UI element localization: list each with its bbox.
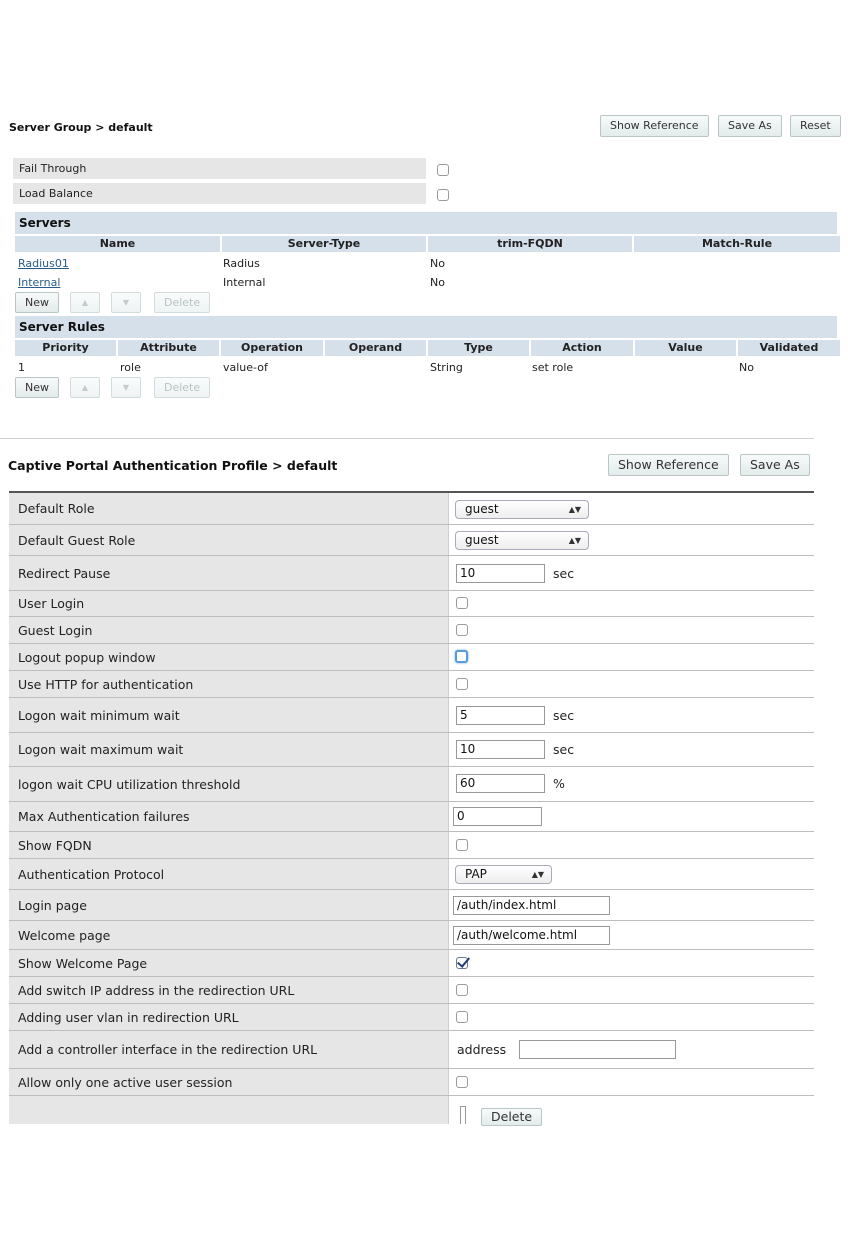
max-auth-input[interactable]: 0 bbox=[453, 807, 542, 826]
show-reference-button[interactable]: Show Reference bbox=[600, 115, 709, 137]
row-user-login bbox=[9, 591, 814, 617]
servers-new-button[interactable]: New bbox=[15, 292, 59, 313]
logon-cpu-input[interactable]: 60 bbox=[456, 774, 545, 793]
servers-delete-button[interactable]: Delete bbox=[154, 292, 210, 313]
login-page-label: Login page bbox=[9, 890, 449, 920]
show-fqdn-checkbox[interactable] bbox=[456, 839, 468, 851]
redirect-pause-label: Redirect Pause bbox=[9, 556, 449, 590]
row-guest-login bbox=[9, 617, 814, 644]
col-validated[interactable]: Validated bbox=[738, 340, 840, 356]
rule-action-cell: set role bbox=[532, 361, 574, 374]
controller-address-input[interactable] bbox=[519, 1040, 676, 1059]
row-last bbox=[9, 1096, 814, 1124]
server-type-cell: Internal bbox=[223, 276, 266, 289]
add-switch-ip-checkbox[interactable] bbox=[456, 984, 468, 996]
show-fqdn-label: Show FQDN bbox=[9, 832, 449, 858]
rules-move-up-button[interactable]: ▲ bbox=[70, 377, 100, 398]
last-row-label bbox=[9, 1096, 449, 1124]
adding-vlan-checkbox[interactable] bbox=[456, 1011, 468, 1023]
captive-portal-table bbox=[9, 491, 814, 1124]
redirect-pause-input[interactable]: 10 bbox=[456, 564, 545, 583]
welcome-page-label: Welcome page bbox=[9, 921, 449, 949]
auth-protocol-value: PAP bbox=[465, 867, 487, 881]
use-http-checkbox[interactable] bbox=[456, 678, 468, 690]
rule-validated-cell: No bbox=[739, 361, 754, 374]
servers-heading: Servers bbox=[15, 212, 837, 234]
row-one-session bbox=[9, 1069, 814, 1096]
servers-move-down-button[interactable]: ▼ bbox=[111, 292, 141, 313]
section-divider bbox=[0, 438, 814, 439]
adding-vlan-label: Adding user vlan in redirection URL bbox=[9, 1004, 449, 1030]
rules-move-down-button[interactable]: ▼ bbox=[111, 377, 141, 398]
col-value[interactable]: Value bbox=[635, 340, 736, 356]
rule-attribute-cell: role bbox=[120, 361, 141, 374]
col-operand[interactable]: Operand bbox=[325, 340, 426, 356]
max-auth-label: Max Authentication failures bbox=[9, 802, 449, 831]
servers-move-up-button[interactable]: ▲ bbox=[70, 292, 100, 313]
row-default-role bbox=[9, 493, 814, 525]
logon-min-input[interactable]: 5 bbox=[456, 706, 545, 725]
logon-max-label: Logon wait maximum wait bbox=[9, 733, 449, 766]
logon-max-unit: sec bbox=[553, 742, 575, 757]
use-http-label: Use HTTP for authentication bbox=[9, 671, 449, 697]
default-role-label: Default Role bbox=[9, 493, 449, 524]
rule-operation-cell: value-of bbox=[223, 361, 268, 374]
row-use-http bbox=[9, 671, 814, 698]
logout-popup-label: Logout popup window bbox=[9, 644, 449, 670]
col-action[interactable]: Action bbox=[531, 340, 633, 356]
col-attribute[interactable]: Attribute bbox=[118, 340, 219, 356]
row-login-page bbox=[9, 890, 814, 921]
add-controller-label: Add a controller interface in the redirection URL bbox=[9, 1031, 449, 1068]
guest-login-label: Guest Login bbox=[9, 617, 449, 643]
rules-new-button[interactable]: New bbox=[15, 377, 59, 398]
col-server-type[interactable]: Server-Type bbox=[222, 236, 426, 252]
select-arrows-icon: ▲▼ bbox=[568, 536, 581, 545]
server-type-cell: Radius bbox=[223, 257, 260, 270]
one-session-label: Allow only one active user session bbox=[9, 1069, 449, 1095]
captive-portal-title: Captive Portal Authentication Profile > default bbox=[8, 458, 338, 473]
row-logon-cpu bbox=[9, 767, 814, 802]
default-guest-role-label: Default Guest Role bbox=[9, 525, 449, 555]
rules-delete-button[interactable]: Delete bbox=[154, 377, 210, 398]
address-label: address bbox=[457, 1042, 507, 1057]
row-logout-popup bbox=[9, 644, 814, 671]
show-welcome-checkbox[interactable] bbox=[456, 957, 468, 969]
row-add-controller bbox=[9, 1031, 814, 1069]
logon-max-input[interactable]: 10 bbox=[456, 740, 545, 759]
load-balance-checkbox[interactable] bbox=[437, 189, 449, 201]
auth-protocol-label: Authentication Protocol bbox=[9, 859, 449, 889]
redirect-pause-unit: sec bbox=[553, 566, 575, 581]
row-show-welcome bbox=[9, 950, 814, 977]
load-balance-label: Load Balance bbox=[13, 183, 426, 204]
guest-login-checkbox[interactable] bbox=[456, 624, 468, 636]
reset-button[interactable]: Reset bbox=[790, 115, 841, 137]
row-adding-vlan bbox=[9, 1004, 814, 1031]
rule-type-cell: String bbox=[430, 361, 463, 374]
add-switch-ip-label: Add switch IP address in the redirection URL bbox=[9, 977, 449, 1003]
server-link-internal[interactable]: Internal bbox=[18, 276, 61, 289]
logon-min-unit: sec bbox=[553, 708, 575, 723]
default-guest-role-select[interactable] bbox=[455, 531, 589, 550]
user-login-checkbox[interactable] bbox=[456, 597, 468, 609]
welcome-page-input[interactable]: /auth/welcome.html bbox=[453, 926, 610, 945]
row-max-auth bbox=[9, 802, 814, 832]
row-show-fqdn bbox=[9, 832, 814, 859]
last-row-delete-button[interactable]: Delete bbox=[481, 1108, 542, 1126]
logout-popup-checkbox[interactable] bbox=[455, 650, 468, 663]
server-group-title: Server Group > default bbox=[9, 121, 153, 134]
select-arrows-icon: ▲▼ bbox=[568, 505, 581, 514]
logon-cpu-label: logon wait CPU utilization threshold bbox=[9, 767, 449, 801]
default-role-value: guest bbox=[465, 502, 499, 516]
show-welcome-label: Show Welcome Page bbox=[9, 950, 449, 976]
server-rules-heading: Server Rules bbox=[15, 316, 837, 338]
row-logon-min bbox=[9, 698, 814, 733]
save-as-button[interactable]: Save As bbox=[718, 115, 782, 137]
col-operation[interactable]: Operation bbox=[221, 340, 323, 356]
logon-cpu-unit: % bbox=[553, 776, 565, 791]
row-auth-protocol bbox=[9, 859, 814, 890]
default-guest-role-value: guest bbox=[465, 533, 499, 547]
row-redirect-pause bbox=[9, 556, 814, 591]
default-role-select[interactable] bbox=[455, 500, 589, 519]
logon-min-label: Logon wait minimum wait bbox=[9, 698, 449, 732]
trim-fqdn-cell: No bbox=[430, 257, 445, 270]
fail-through-checkbox[interactable] bbox=[437, 164, 449, 176]
select-arrows-icon: ▲▼ bbox=[531, 870, 544, 879]
trim-fqdn-cell: No bbox=[430, 276, 445, 289]
col-priority[interactable]: Priority bbox=[15, 340, 116, 356]
row-add-switch-ip bbox=[9, 977, 814, 1004]
user-login-label: User Login bbox=[9, 591, 449, 616]
fail-through-label: Fail Through bbox=[13, 158, 426, 179]
col-type[interactable]: Type bbox=[428, 340, 529, 356]
cp-show-reference-button[interactable]: Show Reference bbox=[608, 454, 729, 476]
rule-priority-cell: 1 bbox=[18, 361, 25, 374]
login-page-input[interactable]: /auth/index.html bbox=[453, 896, 610, 915]
one-session-checkbox[interactable] bbox=[456, 1076, 468, 1088]
cp-save-as-button[interactable]: Save As bbox=[740, 454, 810, 476]
auth-protocol-select[interactable] bbox=[455, 865, 552, 884]
col-trim-fqdn[interactable]: trim-FQDN bbox=[428, 236, 632, 252]
col-name[interactable]: Name bbox=[15, 236, 220, 252]
server-link-radius01[interactable]: Radius01 bbox=[18, 257, 69, 270]
col-match-rule[interactable]: Match-Rule bbox=[634, 236, 840, 252]
row-welcome-page bbox=[9, 921, 814, 950]
row-default-guest-role bbox=[9, 525, 814, 556]
row-logon-max bbox=[9, 733, 814, 767]
partial-input[interactable] bbox=[460, 1106, 466, 1124]
